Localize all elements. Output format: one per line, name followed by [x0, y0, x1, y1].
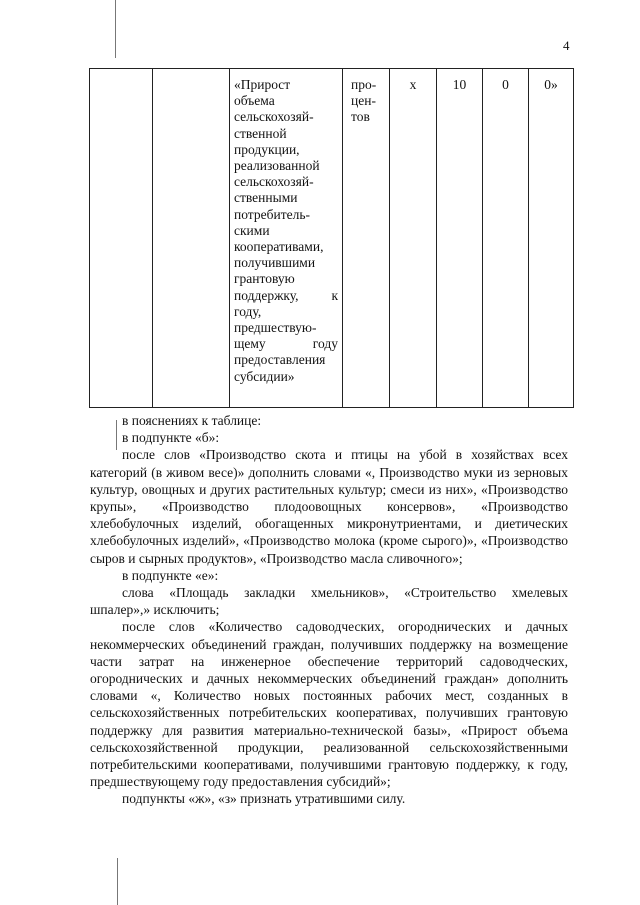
indicator-line: объема — [234, 93, 275, 109]
indicator-line: году, — [234, 303, 262, 319]
paragraph: слова «Площадь закладки хмельников», «Строительство хмелевых шпалер»,» исключить; — [90, 585, 568, 618]
paragraph: после слов «Количество садоводческих, огороднических и дачных некоммерческих объединений граждан, получивших поддержку на возмещение части затрат на инженерное обеспечение территорий садоводческих, огороднических и дачных некоммерческих объединений граждан» дополнить словами «, Количество новых постоянных рабочих мест, созданных в сельскохозяйственных потребительских кооперативах, получивших грантовую поддержку для развития материально-технической базы», «Прирост объема сельскохозяйственной продукции, реализованной сельскохозяйственными потребительскими кооперативами, получившими грантовую поддержку, к году, предшествующему году предоставления субсидий»; — [90, 619, 568, 790]
indicator-line: сельскохозяй- — [234, 174, 314, 190]
empty-cell-2 — [153, 69, 230, 408]
scan-margin-line-top — [115, 0, 116, 58]
paragraph: в подпункте «е»: — [122, 567, 219, 583]
value-cell-10: 10 — [437, 69, 483, 408]
indicator-line: щему году — [234, 336, 338, 352]
indicator-line: кооперативами, — [234, 239, 324, 255]
indicator-table — [89, 68, 574, 408]
unit-cell — [343, 69, 390, 408]
value-cell-x: х — [390, 69, 437, 408]
unit-line: про- — [351, 77, 377, 92]
table-row — [90, 69, 574, 408]
indicator-line: ственной — [234, 125, 287, 141]
indicator-line: сельскохозяй- — [234, 109, 314, 125]
indicator-cell — [230, 69, 343, 408]
indicator-line: субсидии» — [234, 368, 295, 384]
paragraph: после слов «Производство скота и птицы на убой в хозяйствах всех категорий (в живом весе)» дополнить словами «, Производство муки из зерновых культур, овощных и других растительных культур; смеси из них», «Производство крупы», «Производство плодоовощных консервов», «Производство хлебобулочных изделий, обогащенных микронутриентами, и диетических хлебобулочных изделий», «Производство молока (кроме сырого)», «Производство сыров и сырных продуктов», «Производство масла сливочного»; — [90, 447, 568, 566]
indicator-line: предшествую- — [234, 320, 317, 336]
paragraph: в подпункте «б»: — [122, 430, 220, 446]
unit-line: цен- — [351, 93, 376, 109]
value-cell-0: 0 — [483, 69, 529, 408]
unit-line: тов — [351, 109, 370, 125]
indicator-line: продукции, — [234, 141, 300, 157]
value-cell-0-close: 0» — [529, 69, 574, 408]
indicator-line: получившими — [234, 255, 316, 271]
indicator-line: потребитель- — [234, 206, 310, 222]
empty-cell-1 — [90, 69, 153, 408]
page-number: 4 — [563, 38, 570, 53]
indicator-line: поддержку, к — [234, 287, 338, 303]
indicator-line: грантовую — [234, 271, 295, 287]
indicator-line: «Прирост — [234, 77, 291, 92]
indicator-line: скими — [234, 222, 270, 238]
scan-margin-line-bottom — [117, 858, 118, 905]
indicator-line: предоставления — [234, 352, 326, 368]
document-body — [90, 412, 568, 808]
paragraph: подпункты «ж», «з» признать утратившими силу. — [122, 791, 406, 807]
paragraph: в пояснениях к таблице: — [122, 413, 262, 428]
indicator-line: реализованной — [234, 158, 320, 174]
indicator-line: ственными — [234, 190, 298, 206]
